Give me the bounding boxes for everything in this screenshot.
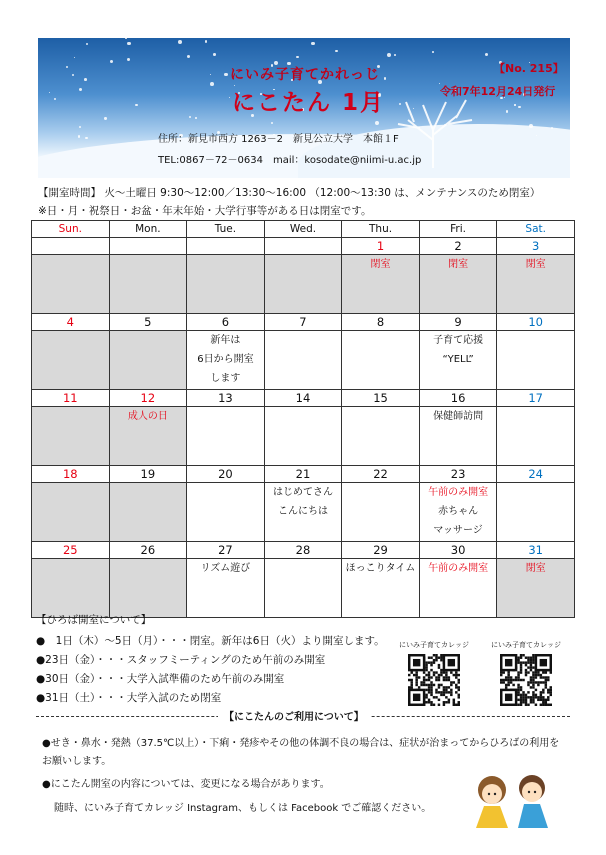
snowflake — [189, 116, 191, 118]
snowflake — [224, 73, 227, 76]
snowflake — [104, 117, 106, 119]
qr-label: にいみ子育てカレッジ — [491, 641, 561, 649]
snowflake — [296, 56, 299, 59]
day-cell — [32, 407, 110, 466]
day-cell — [187, 407, 265, 466]
list-item: ●30日（金）・・・大学入試準備のため午前のみ開室 — [36, 673, 285, 685]
day-cell — [32, 559, 110, 618]
day-cell — [109, 483, 187, 542]
weekday-header: Fri. — [419, 221, 497, 238]
date-number: 21 — [264, 466, 342, 483]
date-number: 3 — [497, 238, 575, 255]
date-number: 8 — [342, 314, 420, 331]
snowflake — [514, 104, 515, 105]
snowflake — [394, 54, 396, 56]
closed-note: ※日・月・祝祭日・お盆・年末年始・大学行事等がある日は閉室です。 — [38, 205, 372, 217]
list-item: ● 1日（木）～5日（月）・・・閉室。新年は6日（火）より開室します。 — [36, 635, 385, 647]
date-number: 16 — [419, 390, 497, 407]
day-cell — [264, 483, 342, 542]
date-row — [32, 238, 575, 255]
date-number: 12 — [109, 390, 187, 407]
snowflake — [79, 126, 81, 128]
event-label: 保健師訪問 — [433, 411, 484, 422]
snowflake — [529, 124, 533, 128]
snowflake — [271, 122, 273, 124]
snowflake — [49, 92, 50, 93]
event-row — [32, 331, 575, 390]
snowflake — [85, 137, 87, 139]
snowflake — [485, 53, 488, 56]
event-row — [32, 407, 575, 466]
list-item: ●23日（金）・・・スタッフミーティングのため午前のみ開室 — [36, 654, 326, 666]
date-number: 23 — [419, 466, 497, 483]
event-row — [32, 483, 575, 542]
notice-line: ●にこたん開室の内容については、変更になる場合があります。 — [42, 779, 330, 790]
snowflake — [127, 42, 130, 45]
notice-title: 【にこたんのご利用について】 — [218, 708, 370, 723]
qr-code-icon — [500, 654, 552, 706]
event-label: 新年は — [210, 335, 241, 346]
day-cell — [497, 407, 575, 466]
newsletter-subtitle: にいみ子育てかれっじ — [230, 67, 380, 83]
event-label: 閉室 — [525, 259, 546, 270]
day-cell — [109, 407, 187, 466]
event-label: ほっこりタイム — [345, 563, 416, 574]
day-cell — [264, 331, 342, 390]
contact: TEL:0867－72－0634 mail：kosodate@niimi-u.ac.jp — [158, 155, 422, 166]
facebook-qr[interactable] — [480, 640, 572, 710]
snowflake — [125, 38, 126, 39]
address: 住所：新見市西方 1263－2 新見公立大学 本館１F — [158, 134, 399, 145]
event-label: 閉室 — [370, 259, 391, 270]
day-cell — [497, 255, 575, 314]
day-cell — [342, 331, 420, 390]
date-number — [32, 238, 110, 255]
day-cell — [109, 331, 187, 390]
children-illustration-icon — [468, 770, 558, 830]
event-row — [32, 559, 575, 618]
event-label: “YELL” — [442, 354, 474, 365]
date-number: 22 — [342, 466, 420, 483]
day-cell — [497, 559, 575, 618]
event-label: 成人の日 — [127, 411, 168, 422]
calendar — [31, 220, 575, 618]
weekday-header: Thu. — [342, 221, 420, 238]
weekday-header: Mon. — [109, 221, 187, 238]
date-number: 1 — [342, 238, 420, 255]
date-row — [32, 390, 575, 407]
weekday-header: Sat. — [497, 221, 575, 238]
snowflake — [551, 127, 553, 129]
weekday-header: Tue. — [187, 221, 265, 238]
day-cell — [497, 483, 575, 542]
date-number: 10 — [497, 314, 575, 331]
date-number: 11 — [32, 390, 110, 407]
date-number: 20 — [187, 466, 265, 483]
date-number: 17 — [497, 390, 575, 407]
date-number: 2 — [419, 238, 497, 255]
snowflake — [187, 55, 190, 58]
hiroba-title: 【ひろば開室について】 — [36, 614, 152, 626]
date-number: 31 — [497, 542, 575, 559]
day-cell — [187, 331, 265, 390]
day-cell — [342, 559, 420, 618]
snowflake — [54, 98, 56, 100]
publish-date: 令和7年12月24日発行 — [440, 85, 556, 98]
date-number: 5 — [109, 314, 187, 331]
event-label: リズム遊び — [200, 563, 251, 574]
day-cell — [342, 255, 420, 314]
date-number: 26 — [109, 542, 187, 559]
qr-label: にいみ子育てカレッジ — [399, 641, 469, 649]
snowflake — [72, 74, 74, 76]
day-cell — [419, 255, 497, 314]
day-cell — [497, 331, 575, 390]
day-cell — [264, 559, 342, 618]
snowflake — [229, 97, 230, 98]
day-cell — [342, 407, 420, 466]
date-number: 18 — [32, 466, 110, 483]
day-cell — [342, 483, 420, 542]
event-label: 午前のみ開室 — [428, 487, 489, 498]
date-number: 28 — [264, 542, 342, 559]
event-label: 午前のみ開室 — [428, 563, 489, 574]
notice-line: 随時、にいみ子育てカレッジ Instagram、もしくは Facebook でご確認ください。 — [54, 803, 432, 814]
snowflake — [384, 77, 387, 80]
date-number — [109, 238, 187, 255]
instagram-qr[interactable] — [388, 640, 480, 710]
snowflake — [210, 82, 214, 86]
day-cell — [264, 255, 342, 314]
date-number: 27 — [187, 542, 265, 559]
list-item: ●31日（土）・・・大学入試のため閉室 — [36, 692, 222, 704]
day-cell — [32, 331, 110, 390]
snowflake — [110, 60, 113, 63]
date-number: 7 — [264, 314, 342, 331]
snowflake — [213, 53, 216, 56]
day-cell — [187, 483, 265, 542]
hiroba-list — [36, 632, 385, 708]
weekday-header: Wed. — [264, 221, 342, 238]
snowflake — [195, 117, 197, 119]
date-number: 4 — [32, 314, 110, 331]
snowflake — [84, 78, 87, 81]
day-cell — [419, 483, 497, 542]
date-number: 19 — [109, 466, 187, 483]
snowflake — [506, 110, 508, 112]
snowflake — [135, 104, 137, 106]
event-label: はじめてさん — [272, 487, 333, 498]
snowflake — [78, 135, 80, 137]
snowflake — [86, 43, 88, 45]
snowflake — [432, 51, 434, 53]
date-row — [32, 542, 575, 559]
day-cell — [264, 407, 342, 466]
event-label: 6日から開室 — [197, 354, 254, 365]
date-number: 13 — [187, 390, 265, 407]
date-number: 30 — [419, 542, 497, 559]
day-cell — [419, 331, 497, 390]
snowflake — [127, 58, 130, 61]
date-number: 29 — [342, 542, 420, 559]
snowflake — [518, 106, 520, 108]
day-cell — [419, 559, 497, 618]
event-label: マッサージ — [433, 525, 483, 536]
day-cell — [109, 559, 187, 618]
date-row — [32, 466, 575, 483]
date-number: 14 — [264, 390, 342, 407]
day-cell — [32, 483, 110, 542]
weekday-header: Sun. — [32, 221, 110, 238]
snowflake — [210, 74, 211, 75]
day-cell — [187, 559, 265, 618]
snowflake — [178, 40, 182, 44]
snowflake — [205, 40, 208, 43]
event-label: 閉室 — [525, 563, 546, 574]
date-number: 24 — [497, 466, 575, 483]
day-cell — [109, 255, 187, 314]
date-number — [187, 238, 265, 255]
event-label: 閉室 — [448, 259, 469, 270]
snowflake — [311, 42, 315, 46]
snowflake — [387, 53, 391, 57]
day-cell — [32, 255, 110, 314]
date-number: 6 — [187, 314, 265, 331]
event-label: こんにちは — [277, 506, 328, 517]
date-number: 25 — [32, 542, 110, 559]
qr-code-icon — [408, 654, 460, 706]
date-number: 15 — [342, 390, 420, 407]
snowflake — [79, 88, 82, 91]
event-label: 赤ちゃん — [438, 506, 479, 517]
date-row — [32, 314, 575, 331]
event-label: 子育て応援 — [433, 335, 484, 346]
opening-hours: 【開室時間】 火～土曜日 9:30～12:00／13:30～16:00 （12:00～13:30 は、メンテナンスのため閉室） — [38, 187, 541, 199]
snowflake — [74, 57, 75, 58]
issue-number: 【No. 215】 — [494, 62, 564, 75]
event-label: します — [210, 373, 241, 384]
event-row — [32, 255, 575, 314]
day-cell — [419, 407, 497, 466]
date-number — [264, 238, 342, 255]
notice-line: ●せき・鼻水・発熱（37.5℃以上）・下痢・発疹やその他の体調不良の場合は、症状が治まってからひろばの利用をお願いします。 — [42, 738, 560, 767]
newsletter-title: にこたん 1月 — [232, 90, 386, 116]
weekday-header-row — [32, 221, 575, 238]
date-number: 9 — [419, 314, 497, 331]
snowflake — [536, 135, 537, 136]
snowflake — [66, 66, 68, 68]
day-cell — [187, 255, 265, 314]
snowflake — [335, 50, 337, 52]
